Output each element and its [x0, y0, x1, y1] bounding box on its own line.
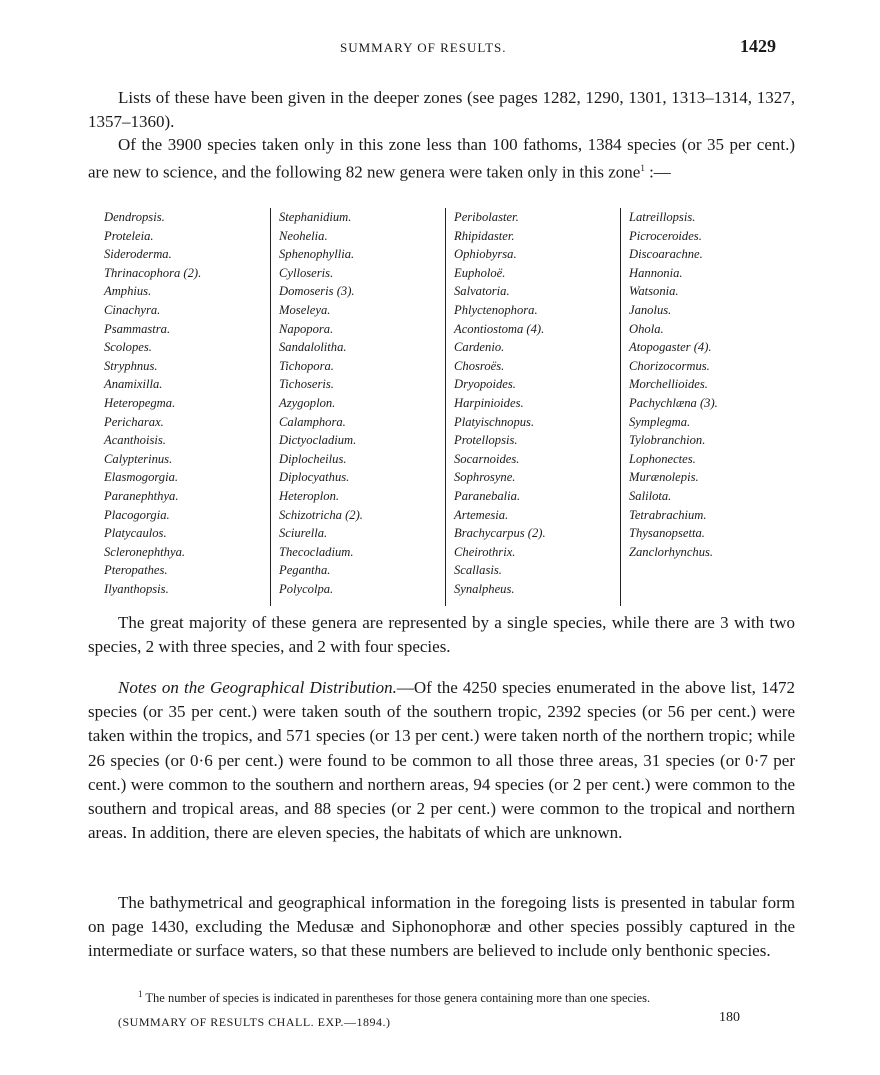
- genus-entry: Tichoseris.: [279, 377, 334, 392]
- footnote-ref: 1: [640, 162, 645, 173]
- genus-entry: Paranephthya.: [104, 488, 179, 503]
- genus-entry: Scallasis.: [454, 563, 502, 578]
- genus-entry: Atopogaster (4).: [629, 340, 712, 355]
- genus-entry: Acontiostoma (4).: [454, 321, 545, 336]
- genus-entry: Ilyanthopsis.: [104, 581, 169, 596]
- genus-entry: Thrinacophora (2).: [104, 265, 202, 280]
- genus-entry: Chosroës.: [454, 358, 505, 373]
- genus-entry: Pegantha.: [279, 563, 331, 578]
- genus-entry: Placogorgia.: [104, 507, 170, 522]
- genus-entry: Tetrabrachium.: [629, 507, 707, 522]
- genera-column-3: [446, 208, 621, 606]
- genus-entry: Protellopsis.: [454, 433, 518, 448]
- genera-column-1: [96, 208, 271, 606]
- genus-entry: Morchellioides.: [629, 377, 708, 392]
- footnote-text: The number of species is indicated in parentheses for those genera containing more than one species.: [142, 991, 651, 1006]
- notes-heading: Notes on the Geographical Distribution.: [118, 678, 397, 697]
- genus-entry: Anamixilla.: [104, 377, 163, 392]
- genus-entry: Domoseris (3).: [279, 284, 355, 299]
- genus-entry: Lophonectes.: [629, 451, 696, 466]
- bathymetrical-paragraph: [88, 891, 795, 964]
- genus-entry: Heteroplon.: [279, 488, 340, 503]
- genus-entry: Paranebalia.: [454, 488, 521, 503]
- genus-entry: Salilota.: [629, 488, 672, 503]
- signature-mark: 180: [719, 1010, 740, 1025]
- genus-entry: Scolopes.: [104, 340, 152, 355]
- genus-entry: Cheirothrix.: [454, 544, 516, 559]
- genus-entry: Acanthoisis.: [104, 433, 166, 448]
- genus-entry: Sphenophyllia.: [279, 247, 355, 262]
- intro-text: Of the 3900 species taken only in this zone less than 100 fathoms, 1384 species (or 35 per cent.) are new to science, and the following 82 new genera were taken only in this zone: [88, 135, 795, 182]
- genus-entry: Pteropathes.: [104, 563, 168, 578]
- genera-table: [96, 208, 796, 606]
- intro-paragraph-1: Lists of these have been given in the deeper zones (see pages 1282, 1290, 1301, 1313–1314, 1327, 1357–1360).: [88, 88, 795, 131]
- page-number: 1429: [740, 36, 776, 56]
- footer-imprint: (SUMMARY OF RESULTS CHALL. EXP.—1894.): [118, 1015, 391, 1029]
- genera-column-4: [621, 208, 796, 606]
- genus-entry: Symplegma.: [629, 414, 691, 429]
- genus-entry: Phlyctenophora.: [454, 302, 538, 317]
- genus-entry: Sciurella.: [279, 526, 328, 541]
- genus-entry: Neohelia.: [279, 228, 328, 243]
- genus-entry: Dryopoides.: [454, 377, 516, 392]
- genus-entry: Platyischnopus.: [454, 414, 535, 429]
- genus-entry: Dictyocladium.: [279, 433, 357, 448]
- genus-entry: Discoarachne.: [629, 247, 703, 262]
- genus-entry: Tylobranchion.: [629, 433, 706, 448]
- genus-entry: Brachycarpus (2).: [454, 526, 546, 541]
- genus-entry: Socarnoides.: [454, 451, 520, 466]
- genus-entry: Polycolpa.: [279, 581, 334, 596]
- footnote: [138, 989, 650, 1006]
- genus-entry: Chorizocormus.: [629, 358, 710, 373]
- genus-entry: Dendropsis.: [104, 210, 165, 224]
- genus-entry: Rhipidaster.: [454, 228, 515, 243]
- genus-entry: Elasmogorgia.: [104, 470, 179, 485]
- genus-entry: Calypterinus.: [104, 451, 173, 466]
- notes-paragraph: [88, 676, 795, 845]
- genus-entry: Salvatoria.: [454, 284, 510, 299]
- genus-entry: Murænolepis.: [629, 470, 699, 485]
- genus-entry: Hannonia.: [629, 265, 683, 280]
- genus-entry: Stryphnus.: [104, 358, 158, 373]
- genus-entry: Tichopora.: [279, 358, 334, 373]
- genus-entry: Watsonia.: [629, 284, 679, 299]
- genus-entry: Psammastra.: [104, 321, 171, 336]
- genus-entry: Azygoplon.: [279, 395, 336, 410]
- genus-entry: Pachychlæna (3).: [629, 395, 718, 410]
- majority-text: The great majority of these genera are represented by a single species, while there are 3 with two species, 2 with three species, and 2 with four species.: [88, 613, 795, 656]
- genus-entry: Pericharax.: [104, 414, 164, 429]
- intro-end: :—: [644, 162, 671, 182]
- genus-entry: Napopora.: [279, 321, 334, 336]
- genus-entry: Latreillopsis.: [629, 210, 696, 224]
- genera-column-2: [271, 208, 446, 606]
- genus-entry: Zanclorhynchus.: [629, 544, 714, 559]
- genus-entry: Harpinioides.: [454, 395, 524, 410]
- notes-text: —Of the 4250 species enumerated in the above list, 1472 species (or 35 per cent.) were taken south of the southern tropic, 2392 species (or 56 per cent.) were taken within the tropics, and 571 species (or 13 per cent.) were taken north of the northern tropic; while 26 species (or 0·6 per cent.) were found to be common to all those three areas, 31 species (or 0·7 per cent.) were common to the southern and northern areas, 94 species (or 2 per cent.) were common to the southern and tropical areas, and 88 species (or 2 per cent.) were common to the tropical and northern areas. In addition, there are eleven species, the habitats of which are unknown.: [88, 678, 795, 843]
- genus-entry: Thysanopsetta.: [629, 526, 705, 541]
- genus-entry: Heteropegma.: [104, 395, 176, 410]
- genus-entry: Synalpheus.: [454, 581, 515, 596]
- genus-entry: Diplocyathus.: [279, 470, 350, 485]
- genus-entry: Platycaulos.: [104, 526, 167, 541]
- genus-entry: Amphius.: [104, 284, 152, 299]
- genus-entry: Moseleya.: [279, 302, 331, 317]
- genus-entry: Picroceroides.: [629, 228, 702, 243]
- bathymetrical-text: The bathymetrical and geographical information in the foregoing lists is presented in tabular form on page 1430, excluding the Medusæ and Siphonophoræ and other species possibly captured in the intermediate or surface waters, so that these numbers are believed to include only benthonic species.: [88, 893, 795, 961]
- genus-entry: Artemesia.: [454, 507, 509, 522]
- majority-paragraph: [88, 611, 795, 658]
- footnote-mark: 1: [138, 989, 143, 999]
- intro-paragraph-2: [88, 133, 795, 184]
- genus-entry: Scleronephthya.: [104, 544, 186, 559]
- genus-entry: Ophiobyrsa.: [454, 247, 517, 262]
- genus-entry: Sandalolitha.: [279, 340, 347, 355]
- genus-entry: Diplocheilus.: [279, 451, 347, 466]
- genus-entry: Ohola.: [629, 321, 664, 336]
- genus-entry: Proteleia.: [104, 228, 154, 243]
- intro-paragraphs: [88, 86, 795, 184]
- genus-entry: Eupholoë.: [454, 265, 506, 280]
- genus-entry: Cylloseris.: [279, 265, 334, 280]
- running-title: SUMMARY OF RESULTS.: [340, 40, 507, 55]
- genus-entry: Sophrosyne.: [454, 470, 516, 485]
- genus-entry: Janolus.: [629, 302, 672, 317]
- genus-entry: Calamphora.: [279, 414, 346, 429]
- genus-entry: Stephanidium.: [279, 210, 352, 224]
- genus-entry: Peribolaster.: [454, 210, 519, 224]
- genus-entry: Cardenio.: [454, 340, 505, 355]
- genus-entry: Schizotricha (2).: [279, 507, 363, 522]
- genus-entry: Cinachyra.: [104, 302, 161, 317]
- genus-entry: Sideroderma.: [104, 247, 172, 262]
- genus-entry: Thecocladium.: [279, 544, 354, 559]
